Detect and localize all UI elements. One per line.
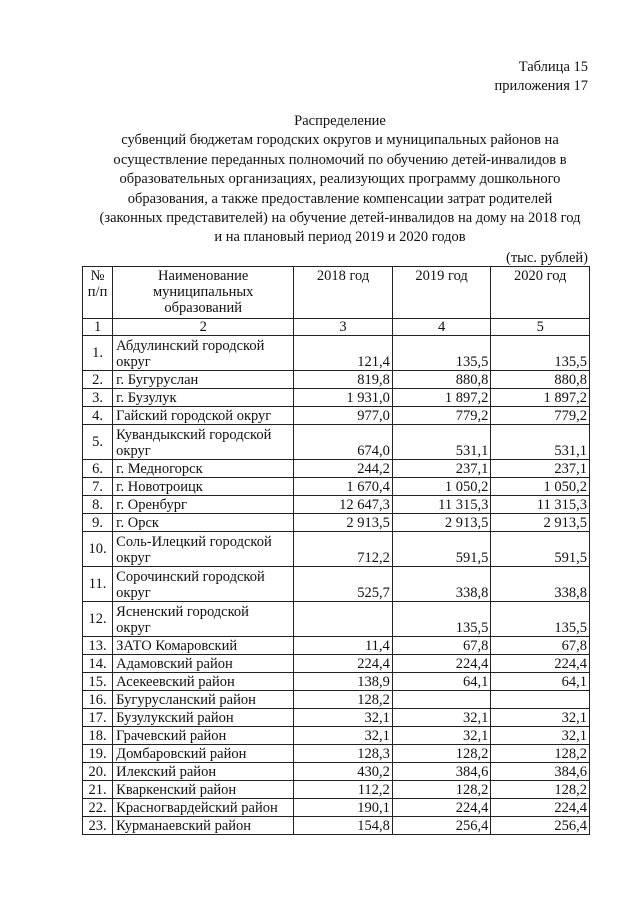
value-2018: 12 647,3 [294,496,393,514]
row-number: 13. [83,637,113,655]
document-heading [60,112,620,248]
heading-title: Распределение [294,113,386,129]
municipality-name-line: Абдулинский городской [116,338,265,354]
municipality-name-line: Ясненский городской [116,604,249,620]
header-name: Наименование муниципальных образований [113,267,294,319]
column-index-row [83,319,590,336]
municipality-name-line: округ [116,585,151,601]
value-2020: 2 913,5 [491,514,590,532]
table-row [83,389,590,407]
value-2018: 1 931,0 [294,389,393,407]
value-2020 [491,691,590,709]
municipality-name [113,532,294,567]
value-2020: 1 050,2 [491,478,590,496]
value-2019: 2 913,5 [392,514,491,532]
municipality-name [113,727,294,745]
row-number: 5. [83,425,113,460]
table-body [83,336,590,835]
row-number: 17. [83,709,113,727]
value-2019: 256,4 [392,817,491,835]
column-index: 5 [491,319,590,336]
table-row [83,460,590,478]
value-2019: 64,1 [392,673,491,691]
table-row [83,691,590,709]
table-row [83,602,590,637]
table-row [83,371,590,389]
table-row [83,407,590,425]
value-2020: 256,4 [491,817,590,835]
value-2020: 135,5 [491,602,590,637]
value-2019: 32,1 [392,709,491,727]
value-2020: 67,8 [491,637,590,655]
municipality-name [113,389,294,407]
municipality-name [113,514,294,532]
value-2019: 224,4 [392,655,491,673]
column-index: 3 [294,319,393,336]
row-number: 23. [83,817,113,835]
row-number: 22. [83,799,113,817]
value-2020: 224,4 [491,799,590,817]
table-row [83,763,590,781]
column-index: 4 [392,319,491,336]
table-row [83,745,590,763]
value-2020: 128,2 [491,781,590,799]
value-2019: 384,6 [392,763,491,781]
municipality-name-line: г. Оренбург [116,497,187,513]
heading-line: и на плановый период 2019 и 2020 годов [214,229,466,246]
value-2020: 237,1 [491,460,590,478]
value-2020: 591,5 [491,532,590,567]
municipality-name [113,655,294,673]
municipality-name-line: Гайский городской округ [116,408,272,424]
municipality-name-line: Домбаровский район [116,746,247,762]
value-2018: 112,2 [294,781,393,799]
value-2020: 135,5 [491,336,590,371]
row-number: 19. [83,745,113,763]
municipality-name [113,460,294,478]
value-2019: 338,8 [392,567,491,602]
table-row [83,567,590,602]
value-2018: 819,8 [294,371,393,389]
table-row [83,514,590,532]
appendix-reference [495,58,588,96]
value-2018: 190,1 [294,799,393,817]
municipality-name-line: Бузулукский район [116,710,234,726]
value-2019: 880,8 [392,371,491,389]
municipality-name [113,425,294,460]
value-2020: 128,2 [491,745,590,763]
value-2018: 430,2 [294,763,393,781]
value-2018: 712,2 [294,532,393,567]
row-number: 4. [83,407,113,425]
table-row [83,655,590,673]
municipality-name-line: Кувандыкский городской [116,427,272,443]
table-row [83,532,590,567]
municipality-name [113,691,294,709]
value-2019: 67,8 [392,637,491,655]
value-2019: 128,2 [392,745,491,763]
table-row [83,727,590,745]
value-2019: 1 050,2 [392,478,491,496]
municipality-name-line: г. Медногорск [116,461,203,477]
value-2020: 224,4 [491,655,590,673]
municipality-name-line: г. Бузулук [116,390,177,406]
table-row [83,781,590,799]
row-number: 18. [83,727,113,745]
header-2020: 2020 год [491,267,590,319]
municipality-name [113,763,294,781]
value-2018: 11,4 [294,637,393,655]
value-2019: 531,1 [392,425,491,460]
table-row [83,709,590,727]
heading-line: (законных представителей) на обучение детей-инвалидов на дому на 2018 год [99,210,581,227]
value-2019: 135,5 [392,602,491,637]
unit-label: (тыс. рублей) [506,250,588,266]
value-2020: 384,6 [491,763,590,781]
municipality-name [113,567,294,602]
appendix-number: приложения 17 [494,78,588,94]
column-index: 2 [113,319,294,336]
value-2019: 128,2 [392,781,491,799]
value-2018 [294,602,393,637]
municipality-name-line: г. Новотроицк [116,479,203,495]
table-row [83,817,590,835]
table-row [83,425,590,460]
column-index: 1 [83,319,113,336]
value-2020: 11 315,3 [491,496,590,514]
row-number: 1. [83,336,113,371]
heading-line: осуществление переданных полномочий по обучению детей-инвалидов в [113,151,567,168]
municipality-name-line: округ [116,443,151,459]
municipality-name [113,336,294,371]
municipality-name [113,799,294,817]
value-2018: 977,0 [294,407,393,425]
municipality-name [113,602,294,637]
municipality-name [113,478,294,496]
row-number: 7. [83,478,113,496]
municipality-name-line: Илекский район [116,764,217,780]
municipality-name [113,817,294,835]
municipality-name [113,745,294,763]
value-2019: 779,2 [392,407,491,425]
table-row [83,799,590,817]
row-number: 12. [83,602,113,637]
value-2019: 11 315,3 [392,496,491,514]
row-number: 21. [83,781,113,799]
table-row [83,673,590,691]
municipality-name [113,709,294,727]
municipality-name-line: Кваркенский район [116,782,237,798]
municipality-name [113,496,294,514]
value-2018: 244,2 [294,460,393,478]
value-2018: 525,7 [294,567,393,602]
table-row [83,336,590,371]
municipality-name [113,371,294,389]
value-2018: 138,9 [294,673,393,691]
row-number: 6. [83,460,113,478]
value-2019: 135,5 [392,336,491,371]
table-row [83,496,590,514]
heading-line: образовательных организациях, реализующих программу дошкольного [119,171,561,188]
header-2018: 2018 год [294,267,393,319]
municipality-name-line: г. Бугуруслан [116,372,199,388]
municipality-name-line: Бугурусланский район [116,692,256,708]
municipality-name-line: ЗАТО Комаровский [116,638,238,654]
row-number: 9. [83,514,113,532]
municipality-name-line: Соль-Илецкий городской [116,534,272,550]
municipality-name-line: Асекеевский район [116,674,235,690]
municipality-name [113,407,294,425]
heading-line: субвенций бюджетам городских округов и муниципальных районов на [121,132,559,149]
municipality-name-line: Курманаевский район [116,818,252,834]
row-number: 11. [83,567,113,602]
table-header-row [83,267,590,319]
value-2020: 880,8 [491,371,590,389]
value-2019: 224,4 [392,799,491,817]
value-2020: 531,1 [491,425,590,460]
value-2018: 128,3 [294,745,393,763]
municipality-name [113,637,294,655]
value-2018: 1 670,4 [294,478,393,496]
value-2019: 32,1 [392,727,491,745]
value-2020: 779,2 [491,407,590,425]
header-num: № п/п [83,267,113,319]
municipality-name-line: Сорочинский городской [116,569,265,585]
value-2019: 591,5 [392,532,491,567]
value-2019 [392,691,491,709]
municipality-name [113,781,294,799]
value-2018: 674,0 [294,425,393,460]
value-2018: 224,4 [294,655,393,673]
table-number: Таблица 15 [518,59,588,75]
municipality-name-line: Адамовский район [116,656,233,672]
row-number: 15. [83,673,113,691]
header-2019: 2019 год [392,267,491,319]
value-2018: 128,2 [294,691,393,709]
value-2018: 2 913,5 [294,514,393,532]
value-2018: 32,1 [294,727,393,745]
value-2019: 1 897,2 [392,389,491,407]
value-2020: 32,1 [491,709,590,727]
municipality-name-line: г. Орск [116,515,159,531]
row-number: 10. [83,532,113,567]
value-2018: 154,8 [294,817,393,835]
row-number: 16. [83,691,113,709]
value-2018: 121,4 [294,336,393,371]
row-number: 2. [83,371,113,389]
table-row [83,637,590,655]
municipality-name-line: Грачевский район [116,728,227,744]
value-2018: 32,1 [294,709,393,727]
value-2020: 1 897,2 [491,389,590,407]
municipality-name-line: округ [116,354,151,370]
value-2020: 32,1 [491,727,590,745]
value-2020: 64,1 [491,673,590,691]
municipality-name-line: округ [116,620,151,636]
row-number: 8. [83,496,113,514]
value-2020: 338,8 [491,567,590,602]
row-number: 20. [83,763,113,781]
heading-line: образования, а также предоставление компенсации затрат родителей [127,190,553,207]
municipality-name-line: округ [116,550,151,566]
row-number: 3. [83,389,113,407]
row-number: 14. [83,655,113,673]
value-2019: 237,1 [392,460,491,478]
municipality-name-line: Красногвардейский район [116,800,278,816]
municipality-name [113,673,294,691]
subsidy-table [82,266,590,835]
table-row [83,478,590,496]
